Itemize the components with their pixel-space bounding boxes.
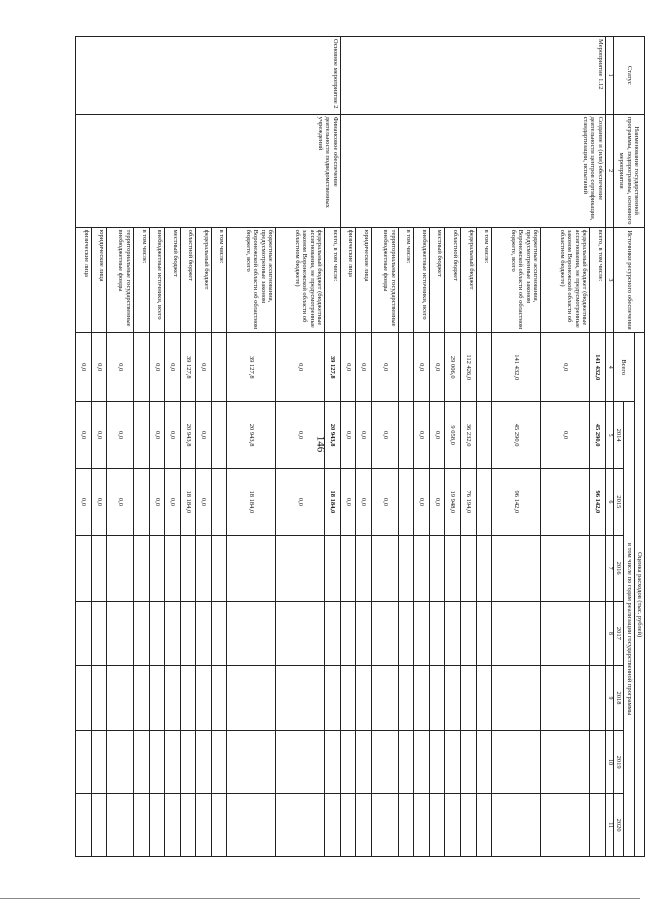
column-index-4: 4	[605, 333, 613, 402]
cell-year-value	[76, 601, 92, 666]
cell-year-value	[340, 535, 356, 601]
header-total: Всего	[613, 333, 634, 402]
cell-year-value	[340, 730, 356, 794]
cell-year-value: 0,0	[107, 468, 134, 535]
cell-year-value: 20 943,8	[325, 402, 341, 469]
cell-year-value	[461, 601, 477, 666]
cell-year-value	[590, 601, 606, 666]
cell-year-value	[414, 535, 430, 601]
cell-total: 0,0	[91, 333, 107, 402]
cell-year-value	[476, 468, 492, 535]
cell-total	[476, 333, 492, 402]
cell-year-value: 0,0	[429, 402, 445, 469]
cell-year-value	[91, 666, 107, 731]
cell-total: 39 127,8	[325, 333, 341, 402]
cell-year-value	[461, 666, 477, 731]
cell-year-value	[398, 402, 414, 469]
cell-year-value: 9 058,0	[445, 402, 461, 469]
cell-year-value: 96 142,0	[492, 468, 541, 535]
cell-year-value: 0,0	[165, 468, 181, 535]
cell-total	[398, 333, 414, 402]
cell-year-value	[476, 535, 492, 601]
table-body	[76, 37, 606, 857]
table-row	[590, 37, 606, 857]
cell-year-value	[76, 794, 92, 857]
cell-total: 0,0	[429, 333, 445, 402]
cell-year-value	[180, 535, 196, 601]
header-year-2019: 2019	[613, 730, 623, 794]
row-status: Основное мероприятие 2	[76, 37, 341, 115]
cell-year-value: 0,0	[356, 468, 372, 535]
row-funding-source: физические лица	[340, 227, 356, 333]
row-funding-source: областной бюджет	[445, 227, 461, 333]
cell-total: 0,0	[340, 333, 356, 402]
row-funding-source: в том числе:	[133, 227, 149, 333]
cell-year-value	[492, 730, 541, 794]
cell-total	[133, 333, 149, 402]
cell-year-value	[476, 666, 492, 731]
row-funding-source: в том числе:	[398, 227, 414, 333]
cell-total: 0,0	[76, 333, 92, 402]
page-bottom-rule	[0, 898, 640, 899]
cell-year-value	[492, 794, 541, 857]
cell-year-value: 0,0	[276, 402, 325, 469]
cell-year-value	[276, 535, 325, 601]
cell-year-value	[356, 730, 372, 794]
cell-year-value	[398, 601, 414, 666]
cell-total: 0,0	[356, 333, 372, 402]
cell-year-value: 18 184,0	[180, 468, 196, 535]
cell-total: 0,0	[372, 333, 399, 402]
cell-year-value	[180, 666, 196, 731]
cell-year-value	[107, 535, 134, 601]
cell-year-value	[429, 601, 445, 666]
cell-year-value	[414, 794, 430, 857]
cell-year-value	[211, 468, 227, 535]
cell-year-value	[590, 730, 606, 794]
cell-year-value: 0,0	[414, 402, 430, 469]
cell-year-value: 0,0	[149, 468, 165, 535]
cell-year-value	[461, 794, 477, 857]
cell-year-value	[372, 601, 399, 666]
cell-year-value	[445, 794, 461, 857]
cell-year-value	[276, 666, 325, 731]
cell-year-value	[340, 601, 356, 666]
cell-total: 0,0	[149, 333, 165, 402]
cell-year-value	[325, 666, 341, 731]
cell-year-value	[196, 535, 212, 601]
row-program-name: Финансовое обеспечение деятельности подведомственных учреждений	[76, 114, 341, 227]
cell-year-value: 18 184,0	[227, 468, 276, 535]
cell-year-value	[133, 402, 149, 469]
cell-total: 39 127,8	[180, 333, 196, 402]
cell-year-value	[91, 730, 107, 794]
cell-year-value	[107, 730, 134, 794]
cell-year-value	[445, 535, 461, 601]
cell-year-value	[325, 535, 341, 601]
cell-year-value: 0,0	[356, 402, 372, 469]
column-index-5: 5	[605, 402, 613, 469]
cell-year-value	[133, 794, 149, 857]
cell-year-value	[590, 794, 606, 857]
cell-year-value: 0,0	[76, 402, 92, 469]
cell-year-value	[133, 601, 149, 666]
row-funding-source: всего, в том числе:	[590, 227, 606, 333]
header-year-2017: 2017	[613, 601, 623, 666]
header-year-2014: 2014	[613, 402, 623, 469]
row-funding-source: в том числе:	[211, 227, 227, 333]
cell-year-value	[476, 794, 492, 857]
cell-year-value: 0,0	[541, 402, 590, 469]
table-row	[325, 37, 341, 857]
cell-year-value	[227, 794, 276, 857]
cell-year-value	[325, 601, 341, 666]
cell-year-value	[133, 730, 149, 794]
cell-year-value	[325, 794, 341, 857]
cell-year-value: 0,0	[76, 468, 92, 535]
cell-year-value	[414, 730, 430, 794]
cell-year-value	[414, 601, 430, 666]
cell-year-value: 96 142,0	[590, 468, 606, 535]
cell-year-value	[476, 730, 492, 794]
cell-year-value	[196, 666, 212, 731]
cell-year-value	[372, 535, 399, 601]
cell-year-value	[445, 666, 461, 731]
cell-year-value	[107, 601, 134, 666]
row-funding-source: местный бюджет	[165, 227, 181, 333]
cell-year-value	[476, 402, 492, 469]
header-name: Наименование государственной программы, подпрограммы, основного мероприятия	[613, 114, 644, 227]
cell-year-value	[372, 730, 399, 794]
cell-year-value	[356, 601, 372, 666]
cell-total: 29 006,0	[445, 333, 461, 402]
cell-year-value	[149, 666, 165, 731]
cell-year-value: 0,0	[414, 468, 430, 535]
cell-year-value	[356, 535, 372, 601]
row-funding-source: территориальные государственные внебюджетные фонды	[372, 227, 399, 333]
cell-year-value	[196, 794, 212, 857]
cell-year-value	[165, 730, 181, 794]
column-index-2: 2	[605, 114, 613, 227]
cell-year-value	[541, 535, 590, 601]
row-funding-source: бюджетные ассигнования, предусмотренные законом Воронежской области об областном бюджете, всего	[492, 227, 541, 333]
cell-year-value	[133, 468, 149, 535]
cell-year-value	[325, 730, 341, 794]
cell-year-value	[398, 794, 414, 857]
cell-year-value	[91, 601, 107, 666]
cell-year-value	[590, 666, 606, 731]
cell-total: 112 426,0	[461, 333, 477, 402]
cell-year-value: 76 194,0	[461, 468, 477, 535]
cell-year-value	[429, 730, 445, 794]
cell-year-value	[492, 601, 541, 666]
header-year-2018: 2018	[613, 666, 623, 731]
cell-year-value	[429, 794, 445, 857]
cell-year-value: 0,0	[165, 402, 181, 469]
header-year-2016: 2016	[613, 535, 623, 601]
cell-total: 0,0	[276, 333, 325, 402]
cell-year-value: 0,0	[276, 468, 325, 535]
cell-year-value: 45 290,0	[590, 402, 606, 469]
cell-year-value	[196, 601, 212, 666]
column-index-9: 9	[605, 666, 613, 731]
row-funding-source: федеральный бюджет (бюджетные ассигнования, не предусмотренные законом Воронежской области об областном бюджете)	[276, 227, 325, 333]
cell-year-value	[91, 535, 107, 601]
cell-year-value	[541, 601, 590, 666]
cell-year-value: 19 948,0	[445, 468, 461, 535]
cell-year-value: 0,0	[91, 468, 107, 535]
row-funding-source: всего, в том числе:	[325, 227, 341, 333]
cell-year-value: 0,0	[372, 468, 399, 535]
cell-year-value	[211, 666, 227, 731]
cell-year-value	[91, 794, 107, 857]
cell-year-value	[541, 794, 590, 857]
cell-total	[211, 333, 227, 402]
cell-year-value	[276, 601, 325, 666]
cell-year-value	[211, 535, 227, 601]
cell-year-value	[414, 666, 430, 731]
cell-year-value	[149, 730, 165, 794]
cell-year-value: 45 290,0	[492, 402, 541, 469]
cell-year-value: 0,0	[196, 468, 212, 535]
header-year-2015: 2015	[613, 468, 623, 535]
cell-year-value: 36 232,0	[461, 402, 477, 469]
cell-year-value	[356, 794, 372, 857]
row-program-name: Создание и (или) обеспечение деятельности центров сертификации, стандартизации, испытаний	[340, 114, 605, 227]
cell-year-value: 0,0	[340, 468, 356, 535]
cell-year-value	[398, 535, 414, 601]
row-funding-source: федеральный бюджет	[461, 227, 477, 333]
cell-year-value: 0,0	[196, 402, 212, 469]
cell-year-value	[398, 730, 414, 794]
cell-total: 141 432,0	[492, 333, 541, 402]
cell-year-value: 0,0	[372, 402, 399, 469]
cell-year-value	[276, 730, 325, 794]
column-index-row	[605, 37, 613, 857]
row-funding-source: бюджетные ассигнования, предусмотренные законом Воронежской области об областном бюджете, всего	[227, 227, 276, 333]
cell-year-value	[149, 535, 165, 601]
cell-year-value: 20 943,8	[180, 402, 196, 469]
cell-year-value	[476, 601, 492, 666]
table-header	[605, 37, 644, 857]
header-status: Статус	[613, 37, 644, 115]
cell-year-value	[590, 535, 606, 601]
cell-year-value	[180, 794, 196, 857]
cell-year-value	[165, 666, 181, 731]
expenditure-table	[75, 36, 645, 857]
cell-year-value	[107, 666, 134, 731]
row-funding-source: физические лица	[76, 227, 92, 333]
cell-year-value: 0,0	[149, 402, 165, 469]
cell-year-value	[398, 468, 414, 535]
cell-year-value	[76, 535, 92, 601]
cell-year-value	[398, 666, 414, 731]
cell-year-value	[133, 535, 149, 601]
cell-year-value: 0,0	[429, 468, 445, 535]
cell-year-value	[372, 794, 399, 857]
cell-total: 0,0	[414, 333, 430, 402]
cell-year-value	[461, 535, 477, 601]
column-index-11: 11	[605, 794, 613, 857]
cell-year-value	[76, 666, 92, 731]
cell-year-value	[227, 535, 276, 601]
row-funding-source: местный бюджет	[429, 227, 445, 333]
row-funding-source: внебюджетные источники, всего	[149, 227, 165, 333]
cell-year-value	[541, 468, 590, 535]
cell-year-value	[372, 666, 399, 731]
cell-year-value	[180, 730, 196, 794]
row-funding-source: внебюджетные источники, всего	[414, 227, 430, 333]
rotated-table-wrapper	[75, 36, 645, 857]
cell-year-value	[180, 601, 196, 666]
cell-year-value	[211, 794, 227, 857]
row-funding-source: юридические лица	[91, 227, 107, 333]
cell-year-value	[227, 666, 276, 731]
column-index-7: 7	[605, 535, 613, 601]
cell-year-value	[492, 535, 541, 601]
cell-year-value	[196, 730, 212, 794]
cell-year-value	[461, 730, 477, 794]
cell-year-value	[227, 601, 276, 666]
cell-year-value: 18 184,0	[325, 468, 341, 535]
header-estimate: Оценка расходов (тыс. рублей)	[634, 333, 644, 857]
cell-year-value	[541, 730, 590, 794]
cell-year-value	[149, 601, 165, 666]
cell-total: 0,0	[165, 333, 181, 402]
row-status: Мероприятие 1.12	[340, 37, 605, 115]
row-funding-source: федеральный бюджет	[196, 227, 212, 333]
column-index-3: 3	[605, 227, 613, 333]
row-funding-source: юридические лица	[356, 227, 372, 333]
page-number: 146	[314, 435, 327, 453]
cell-year-value	[165, 794, 181, 857]
cell-year-value	[211, 730, 227, 794]
header-by-years: в том числе по годам реализации государственной программы	[624, 402, 634, 857]
row-funding-source: областной бюджет	[180, 227, 196, 333]
column-index-1: 1	[605, 37, 613, 115]
cell-total: 39 127,8	[227, 333, 276, 402]
row-funding-source: территориальные государственные внебюджетные фонды	[107, 227, 134, 333]
cell-year-value	[492, 666, 541, 731]
cell-year-value	[133, 666, 149, 731]
cell-year-value: 20 943,8	[227, 402, 276, 469]
cell-year-value	[211, 601, 227, 666]
cell-total: 0,0	[541, 333, 590, 402]
cell-year-value	[541, 666, 590, 731]
cell-year-value	[211, 402, 227, 469]
cell-year-value	[429, 535, 445, 601]
row-funding-source: федеральный бюджет (бюджетные ассигнования, не предусмотренные законом Воронежской области об областном бюджете)	[541, 227, 590, 333]
column-index-10: 10	[605, 730, 613, 794]
cell-year-value	[227, 730, 276, 794]
header-year-2020: 2020	[613, 794, 623, 857]
cell-year-value	[149, 794, 165, 857]
column-index-6: 6	[605, 468, 613, 535]
cell-year-value	[76, 730, 92, 794]
header-source: Источники ресурсного обеспечения	[613, 227, 644, 333]
row-funding-source: в том числе:	[476, 227, 492, 333]
cell-year-value	[276, 794, 325, 857]
cell-year-value	[107, 794, 134, 857]
cell-total: 0,0	[107, 333, 134, 402]
cell-year-value: 0,0	[340, 402, 356, 469]
cell-year-value	[340, 794, 356, 857]
cell-year-value	[340, 666, 356, 731]
cell-year-value: 0,0	[91, 402, 107, 469]
cell-year-value	[356, 666, 372, 731]
cell-total: 0,0	[196, 333, 212, 402]
column-index-8: 8	[605, 601, 613, 666]
cell-year-value: 0,0	[107, 402, 134, 469]
cell-year-value	[445, 730, 461, 794]
cell-year-value	[165, 601, 181, 666]
cell-year-value	[429, 666, 445, 731]
cell-total: 141 432,0	[590, 333, 606, 402]
cell-year-value	[445, 601, 461, 666]
cell-year-value	[165, 535, 181, 601]
